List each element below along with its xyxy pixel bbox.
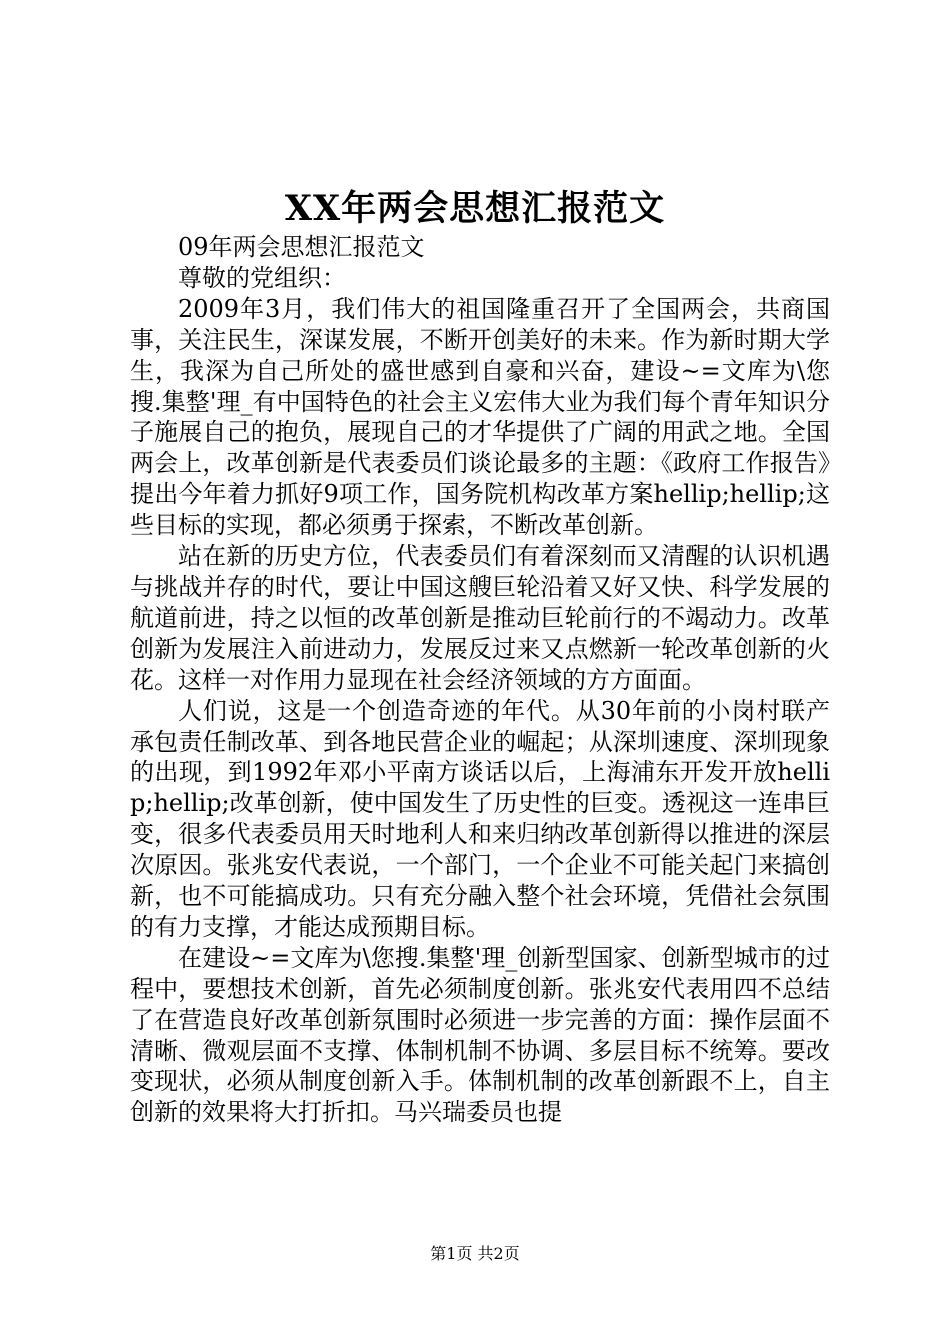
paragraph: 在建设~=文库为\您搜.集整'理_创新型国家、创新型城市的过程中，要想技术创新，首先必须制度创新。张兆安代表用四不总结了在营造良好改革创新氛围时必须进一步完善的方面：操作层面不清晰、微观层面不支撑、体制机制不协调、多层目标不统筹。要改变现状，必须从制度创新入手。体制机制的改革创新跟不上，自主创新的效果将大打折扣。马兴瑞委员也提 bbox=[130, 943, 830, 1127]
paragraph: 人们说，这是一个创造奇迹的年代。从30年前的小岗村联产承包责任制改革、到各地民营企业的崛起；从深圳速度、深圳现象的出现，到1992年邓小平南方谈话以后，上海浦东开发开放hellip;hellip;改革创新，使中国发生了历史性的巨变。透视这一连串巨变，很多代表委员用天时地利人和来归纳改革创新得以推进的深层次原因。张兆安代表说，一个部门，一个企业不可能关起门来搞创新，也不可能搞成功。只有充分融入整个社会环境，凭借社会氛围的有力支撑，才能达成预期目标。 bbox=[130, 696, 830, 941]
page-footer: 第1页 共2页 bbox=[430, 1244, 520, 1263]
paragraph: 站在新的历史方位，代表委员们有着深刻而又清醒的认识机遇与挑战并存的时代，要让中国这艘巨轮沿着又好又快、科学发展的航道前进，持之以恒的改革创新是推动巨轮前行的不竭动力。改革创新为发展注入前进动力，发展反过来又点燃新一轮改革创新的火花。这样一对作用力显现在社会经济领域的方方面面。 bbox=[130, 542, 830, 694]
paragraph-salutation: 尊敬的党组织： bbox=[178, 263, 346, 292]
paragraph-subtitle: 09年两会思想汇报范文 bbox=[178, 233, 425, 261]
document-body bbox=[130, 232, 830, 1128]
document-title: XX年两会思想汇报范文 bbox=[284, 188, 666, 229]
paragraph: 2009年3月，我们伟大的祖国隆重召开了全国两会，共商国事，关注民生，深谋发展，不断开创美好的未来。作为新时期大学生，我深为自己所处的盛世感到自豪和兴奋，建设~=文库为\您搜.集整'理_有中国特色的社会主义宏伟大业为我们每个青年知识分子施展自己的抱负，展现自己的才华提供了广阔的用武之地。全国两会上，改革创新是代表委员们谈论最多的主题：《政府工作报告》提出今年着力抓好9项工作，国务院机构改革方案hellip;hellip;这些目标的实现，都必须勇于探索，不断改革创新。 bbox=[130, 294, 830, 540]
